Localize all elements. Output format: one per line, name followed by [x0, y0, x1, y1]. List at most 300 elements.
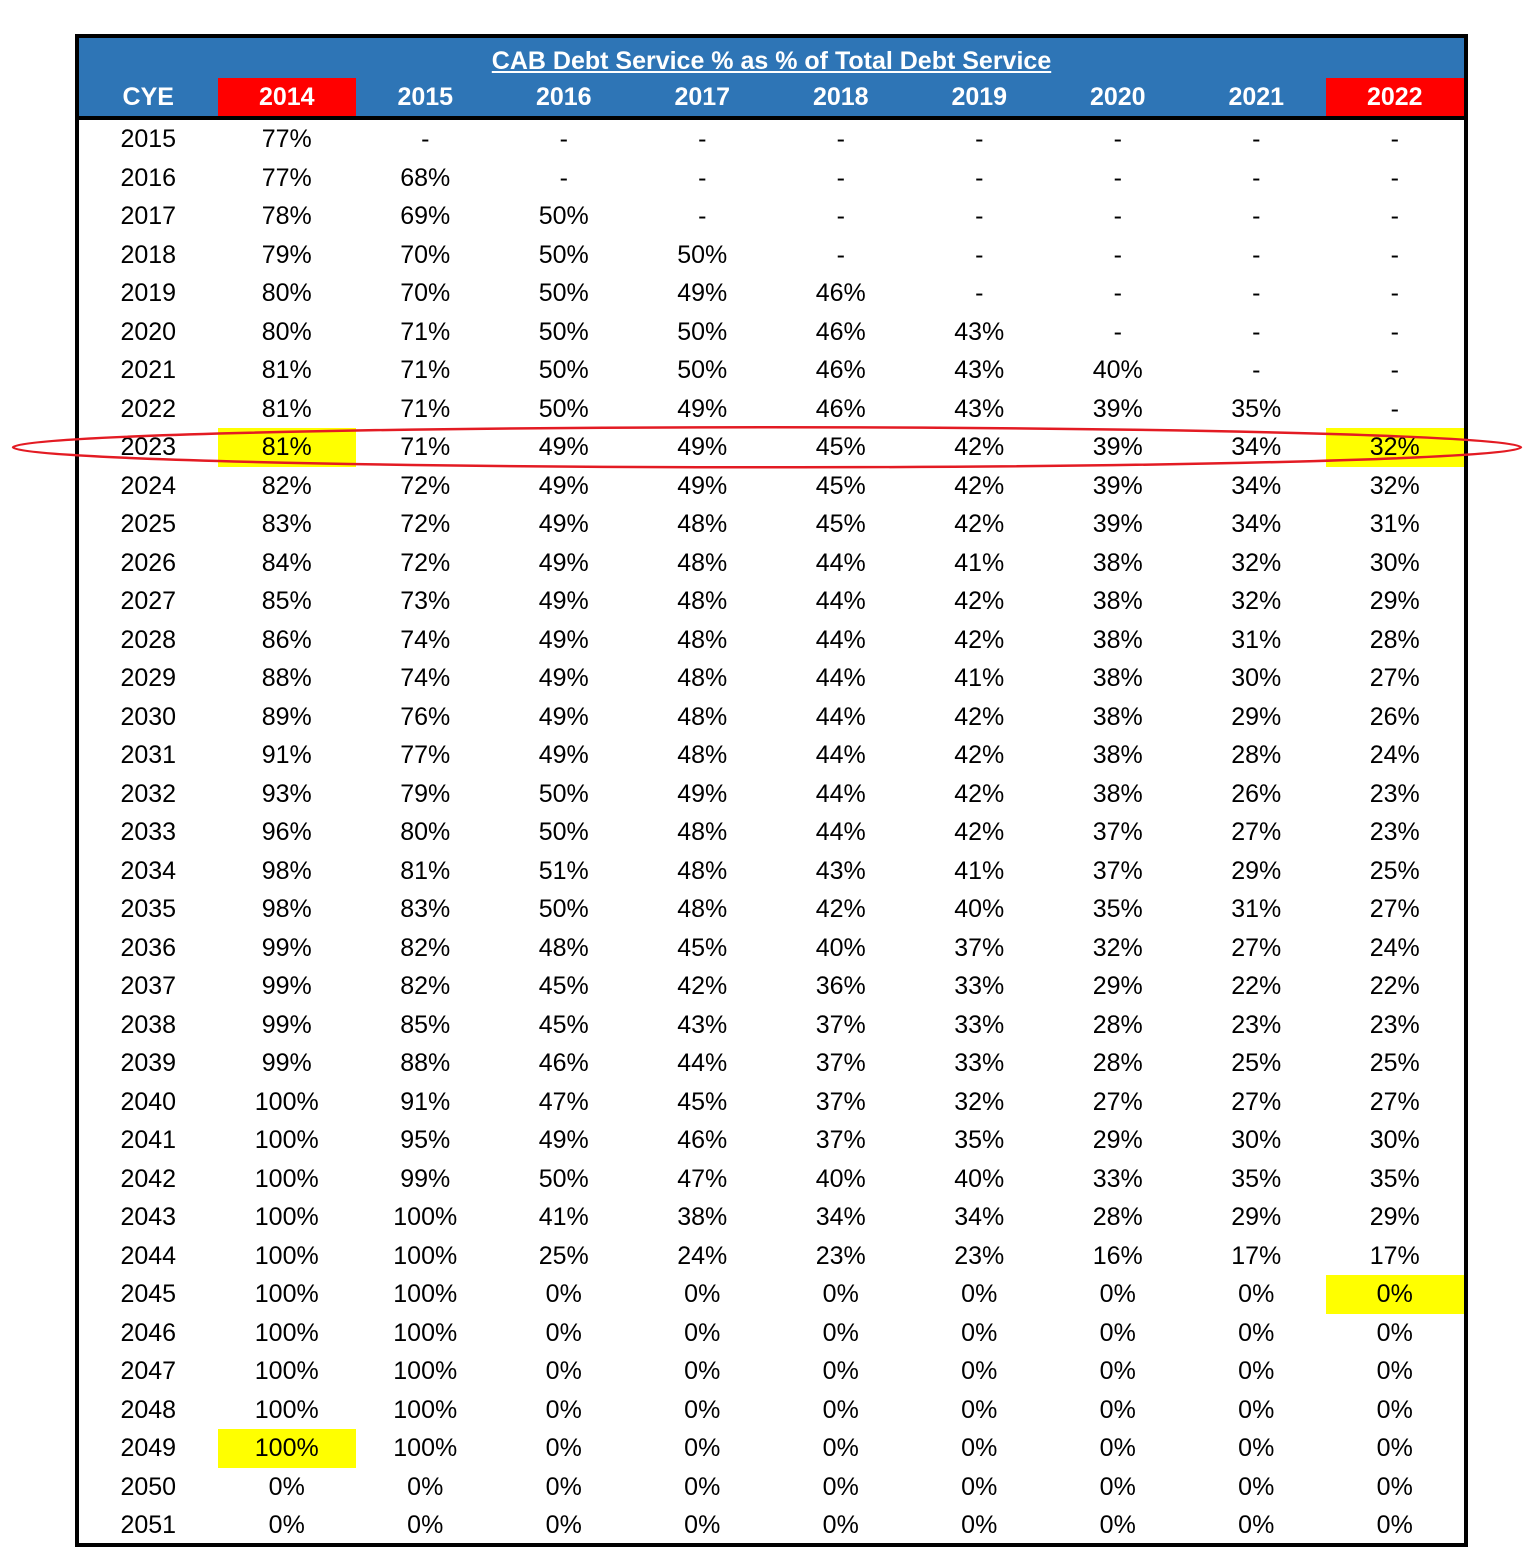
cell-2046-2014: 100% [254, 1318, 319, 1347]
cell-2043-2021: 29% [1231, 1203, 1282, 1231]
row-year-2050: 2050 [120, 1472, 177, 1501]
row-year-2026: 2026 [120, 548, 177, 577]
cell-2016-2014: 77% [261, 163, 312, 192]
column-header-2022: 2022 [1326, 78, 1465, 116]
cell-2032-2019: 42% [954, 779, 1005, 808]
cell-2038-2014: 99% [261, 1010, 312, 1039]
cell-2047-2021: 0% [1238, 1357, 1275, 1385]
cell-2018-2016: 50% [538, 240, 589, 269]
cell-2023-2015: 71% [400, 433, 451, 461]
cell-2038-2015: 85% [400, 1010, 451, 1039]
row-year-2049: 2049 [120, 1434, 177, 1462]
cell-2022-2014: 81% [261, 394, 312, 423]
cell-2028-2020: 38% [1092, 625, 1143, 654]
cell-2019-2020: - [1113, 279, 1122, 307]
cell-2046-2015: 100% [393, 1318, 458, 1347]
cell-2029-2014: 88% [261, 664, 312, 692]
cell-2039-2020: 28% [1092, 1049, 1143, 1077]
cell-2034-2019: 41% [954, 856, 1005, 885]
cell-2046-2018: 0% [822, 1318, 859, 1347]
cell-2015-2015: - [421, 125, 430, 153]
cell-2030-2022: 26% [1369, 702, 1420, 731]
cell-2016-2016: - [559, 163, 568, 192]
cell-2020-2015: 71% [400, 317, 451, 346]
table-row [79, 1468, 1464, 1507]
cell-2037-2015: 82% [400, 972, 451, 1000]
cell-2031-2015: 77% [400, 741, 451, 769]
cell-2026-2015: 72% [400, 548, 451, 577]
cell-2016-2015: 68% [400, 163, 451, 192]
table-row [79, 159, 1464, 198]
cell-2041-2021: 30% [1231, 1126, 1282, 1154]
cell-2020-2021: - [1252, 317, 1261, 346]
cell-2015-2019: - [975, 125, 984, 153]
cell-2050-2016: 0% [545, 1472, 582, 1501]
cell-2028-2017: 48% [677, 625, 728, 654]
table-row [79, 544, 1464, 583]
cell-2024-2022: 32% [1369, 471, 1420, 500]
cell-2050-2018: 0% [822, 1472, 859, 1501]
column-header-2015: 2015 [397, 83, 454, 111]
cell-2038-2022: 23% [1369, 1010, 1420, 1039]
cell-2033-2015: 80% [400, 818, 451, 846]
cell-2040-2016: 47% [538, 1087, 589, 1116]
cell-2040-2022: 27% [1369, 1087, 1420, 1116]
cell-2037-2014: 99% [261, 972, 312, 1000]
cell-2045-2017: 0% [684, 1280, 721, 1308]
cell-2033-2017: 48% [677, 818, 728, 846]
cell-2023-2016: 49% [538, 433, 589, 461]
cell-2035-2020: 35% [1092, 895, 1143, 923]
cell-2047-2017: 0% [684, 1357, 721, 1385]
row-year-2027: 2027 [120, 587, 177, 615]
cell-2033-2020: 37% [1092, 818, 1143, 846]
table-title: CAB Debt Service % as % of Total Debt Service [491, 47, 1052, 75]
row-year-2019: 2019 [120, 279, 177, 307]
cell-2021-2020: 40% [1092, 356, 1143, 384]
cell-2051-2019: 0% [961, 1511, 998, 1539]
cell-2024-2018: 45% [815, 471, 866, 500]
cell-2017-2022: - [1390, 202, 1399, 230]
cell-2047-2019: 0% [961, 1357, 998, 1385]
cell-2031-2022: 24% [1369, 741, 1420, 769]
cell-2016-2022: - [1390, 163, 1399, 192]
cell-2038-2018: 37% [815, 1010, 866, 1039]
cell-2035-2021: 31% [1231, 895, 1282, 923]
cell-2040-2015: 91% [400, 1087, 451, 1116]
cell-2036-2022: 24% [1369, 933, 1420, 962]
cell-2049-2014: 100% [218, 1429, 357, 1468]
cell-2025-2017: 48% [677, 510, 728, 538]
cell-2037-2016: 45% [538, 972, 589, 1000]
cell-2043-2018: 34% [815, 1203, 866, 1231]
cell-2030-2016: 49% [538, 702, 589, 731]
cell-2048-2014: 100% [254, 1395, 319, 1424]
cell-2035-2017: 48% [677, 895, 728, 923]
cell-2043-2022: 29% [1369, 1203, 1420, 1231]
cell-2039-2014: 99% [261, 1049, 312, 1077]
table-row [79, 428, 1464, 467]
table-row [79, 736, 1464, 775]
table-row [79, 351, 1464, 390]
cell-2015-2022: - [1390, 125, 1399, 153]
cell-2048-2017: 0% [684, 1395, 721, 1424]
cell-2044-2021: 17% [1231, 1241, 1282, 1270]
table-row [79, 236, 1464, 275]
row-year-2032: 2032 [120, 779, 177, 808]
cell-2035-2019: 40% [954, 895, 1005, 923]
cell-2038-2020: 28% [1092, 1010, 1143, 1039]
row-year-2039: 2039 [120, 1049, 177, 1077]
cell-2032-2018: 44% [815, 779, 866, 808]
cell-2025-2019: 42% [954, 510, 1005, 538]
cell-2029-2022: 27% [1369, 664, 1420, 692]
cell-2017-2019: - [975, 202, 984, 230]
cell-2034-2014: 98% [261, 856, 312, 885]
cell-2044-2018: 23% [815, 1241, 866, 1270]
table-row [79, 775, 1464, 814]
cell-2030-2015: 76% [400, 702, 451, 731]
cell-2037-2022: 22% [1369, 972, 1420, 1000]
table-row [79, 813, 1464, 852]
cell-2032-2020: 38% [1092, 779, 1143, 808]
cell-2045-2020: 0% [1099, 1280, 1136, 1308]
table-row [79, 659, 1464, 698]
table-row [79, 120, 1464, 159]
table-row [79, 1314, 1464, 1353]
cell-2016-2017: - [698, 163, 707, 192]
table-row [79, 390, 1464, 429]
cell-2030-2017: 48% [677, 702, 728, 731]
cell-2037-2021: 22% [1231, 972, 1282, 1000]
cell-2023-2020: 39% [1092, 433, 1143, 461]
cell-2044-2015: 100% [393, 1241, 458, 1270]
cell-2049-2022: 0% [1376, 1434, 1413, 1462]
cell-2027-2021: 32% [1231, 587, 1282, 615]
cell-2050-2019: 0% [961, 1472, 998, 1501]
table-row [79, 1275, 1464, 1314]
cell-2026-2022: 30% [1369, 548, 1420, 577]
cell-2034-2020: 37% [1092, 856, 1143, 885]
row-year-2017: 2017 [120, 202, 177, 230]
cell-2029-2017: 48% [677, 664, 728, 692]
cell-2028-2019: 42% [954, 625, 1005, 654]
row-year-2016: 2016 [120, 163, 177, 192]
row-year-2041: 2041 [120, 1126, 177, 1154]
row-year-2025: 2025 [120, 510, 177, 538]
cell-2027-2017: 48% [677, 587, 728, 615]
cell-2035-2014: 98% [261, 895, 312, 923]
cell-2047-2018: 0% [822, 1357, 859, 1385]
cell-2021-2018: 46% [815, 356, 866, 384]
cell-2025-2015: 72% [400, 510, 451, 538]
cell-2042-2015: 99% [400, 1164, 451, 1193]
cell-2037-2020: 29% [1092, 972, 1143, 1000]
cell-2025-2014: 83% [261, 510, 312, 538]
column-header-2021: 2021 [1228, 83, 1285, 111]
table-row [79, 1006, 1464, 1045]
cell-2017-2018: - [836, 202, 845, 230]
cell-2033-2019: 42% [954, 818, 1005, 846]
row-year-2035: 2035 [120, 895, 177, 923]
cell-2051-2015: 0% [407, 1511, 444, 1539]
cell-2044-2020: 16% [1092, 1241, 1143, 1270]
cell-2040-2021: 27% [1231, 1087, 1282, 1116]
cell-2045-2018: 0% [822, 1280, 859, 1308]
cell-2024-2016: 49% [538, 471, 589, 500]
table-row [79, 698, 1464, 737]
cell-2027-2014: 85% [261, 587, 312, 615]
table-row [79, 467, 1464, 506]
cell-2045-2022: 0% [1326, 1275, 1465, 1314]
row-year-2045: 2045 [120, 1280, 177, 1308]
cell-2034-2021: 29% [1231, 856, 1282, 885]
cell-2021-2016: 50% [538, 356, 589, 384]
cell-2025-2020: 39% [1092, 510, 1143, 538]
cell-2020-2018: 46% [815, 317, 866, 346]
cell-2046-2017: 0% [684, 1318, 721, 1347]
cell-2019-2022: - [1390, 279, 1399, 307]
row-year-2037: 2037 [120, 972, 177, 1000]
cell-2046-2021: 0% [1238, 1318, 1275, 1347]
cell-2047-2015: 100% [393, 1357, 458, 1385]
cell-2020-2020: - [1113, 317, 1122, 346]
row-year-2020: 2020 [120, 317, 177, 346]
cell-2017-2015: 69% [400, 202, 451, 230]
cell-2031-2021: 28% [1231, 741, 1282, 769]
cell-2041-2022: 30% [1369, 1126, 1420, 1154]
cell-2025-2022: 31% [1369, 510, 1420, 538]
cell-2026-2014: 84% [261, 548, 312, 577]
cell-2044-2016: 25% [538, 1241, 589, 1270]
table-row [79, 1044, 1464, 1083]
cell-2019-2018: 46% [815, 279, 866, 307]
cell-2023-2014: 81% [218, 428, 357, 467]
cell-2042-2019: 40% [954, 1164, 1005, 1193]
cell-2033-2021: 27% [1231, 818, 1282, 846]
cell-2039-2021: 25% [1231, 1049, 1282, 1077]
cell-2036-2015: 82% [400, 933, 451, 962]
cell-2023-2022: 32% [1326, 428, 1465, 467]
row-year-2036: 2036 [120, 933, 177, 962]
cell-2020-2022: - [1390, 317, 1399, 346]
cell-2021-2014: 81% [261, 356, 312, 384]
cell-2015-2020: - [1113, 125, 1122, 153]
cell-2024-2019: 42% [954, 471, 1005, 500]
cell-2039-2016: 46% [538, 1049, 589, 1077]
cell-2036-2016: 48% [538, 933, 589, 962]
cell-2021-2019: 43% [954, 356, 1005, 384]
cell-2026-2021: 32% [1231, 548, 1282, 577]
cell-2046-2020: 0% [1099, 1318, 1136, 1347]
row-year-2021: 2021 [120, 356, 177, 384]
cell-2028-2016: 49% [538, 625, 589, 654]
cell-2029-2021: 30% [1231, 664, 1282, 692]
cell-2032-2017: 49% [677, 779, 728, 808]
cell-2037-2019: 33% [954, 972, 1005, 1000]
table-row [79, 1083, 1464, 1122]
table-row [79, 505, 1464, 544]
cell-2047-2016: 0% [545, 1357, 582, 1385]
cell-2025-2016: 49% [538, 510, 589, 538]
cell-2019-2016: 50% [538, 279, 589, 307]
cell-2039-2018: 37% [815, 1049, 866, 1077]
cell-2049-2021: 0% [1238, 1434, 1275, 1462]
cell-2044-2014: 100% [254, 1241, 319, 1270]
cell-2038-2017: 43% [677, 1010, 728, 1039]
cell-2015-2016: - [559, 125, 568, 153]
cell-2033-2014: 96% [261, 818, 312, 846]
cell-2040-2018: 37% [815, 1087, 866, 1116]
cell-2048-2018: 0% [822, 1395, 859, 1424]
table-row [79, 1429, 1464, 1468]
cell-2048-2015: 100% [393, 1395, 458, 1424]
cell-2016-2021: - [1252, 163, 1261, 192]
cell-2023-2019: 42% [954, 433, 1005, 461]
row-year-2015: 2015 [120, 125, 177, 153]
cell-2042-2016: 50% [538, 1164, 589, 1193]
cell-2034-2017: 48% [677, 856, 728, 885]
table-row [79, 621, 1464, 660]
cell-2019-2021: - [1252, 279, 1261, 307]
cell-2039-2022: 25% [1369, 1049, 1420, 1077]
cell-2015-2014: 77% [261, 125, 312, 153]
cell-2045-2021: 0% [1238, 1280, 1275, 1308]
row-year-2038: 2038 [120, 1010, 177, 1039]
cell-2030-2014: 89% [261, 702, 312, 731]
cell-2051-2022: 0% [1376, 1511, 1413, 1539]
cell-2046-2019: 0% [961, 1318, 998, 1347]
cell-2025-2018: 45% [815, 510, 866, 538]
cell-2042-2014: 100% [254, 1164, 319, 1193]
cell-2041-2020: 29% [1092, 1126, 1143, 1154]
table-row [79, 582, 1464, 621]
cell-2018-2019: - [975, 240, 984, 269]
cell-2030-2019: 42% [954, 702, 1005, 731]
cell-2042-2018: 40% [815, 1164, 866, 1193]
row-year-2018: 2018 [120, 240, 177, 269]
cell-2044-2017: 24% [677, 1241, 728, 1270]
cell-2026-2017: 48% [677, 548, 728, 577]
cell-2050-2014: 0% [268, 1472, 305, 1501]
row-year-2046: 2046 [120, 1318, 177, 1347]
row-year-2023: 2023 [120, 433, 177, 461]
cell-2017-2016: 50% [538, 202, 589, 230]
cell-2047-2022: 0% [1376, 1357, 1413, 1385]
cell-2049-2018: 0% [822, 1434, 859, 1462]
row-year-2030: 2030 [120, 702, 177, 731]
cell-2020-2017: 50% [677, 317, 728, 346]
table-row [79, 1160, 1464, 1199]
cell-2018-2018: - [836, 240, 845, 269]
cell-2049-2020: 0% [1099, 1434, 1136, 1462]
cell-2016-2019: - [975, 163, 984, 192]
cell-2031-2020: 38% [1092, 741, 1143, 769]
cell-2026-2018: 44% [815, 548, 866, 577]
cell-2028-2021: 31% [1231, 625, 1282, 654]
cell-2028-2015: 74% [400, 625, 451, 654]
column-header-2016: 2016 [535, 83, 592, 111]
cell-2034-2016: 51% [538, 856, 589, 885]
cell-2021-2022: - [1390, 356, 1399, 384]
cell-2039-2015: 88% [400, 1049, 451, 1077]
cell-2048-2020: 0% [1099, 1395, 1136, 1424]
cell-2041-2019: 35% [954, 1126, 1005, 1154]
column-header-2017: 2017 [674, 83, 731, 111]
cell-2047-2014: 100% [254, 1357, 319, 1385]
cell-2048-2016: 0% [545, 1395, 582, 1424]
table-header [79, 38, 1464, 118]
cell-2036-2014: 99% [261, 933, 312, 962]
cell-2037-2017: 42% [677, 972, 728, 1000]
cell-2031-2016: 49% [538, 741, 589, 769]
row-year-2043: 2043 [120, 1203, 177, 1231]
row-year-2022: 2022 [120, 394, 177, 423]
cell-2020-2016: 50% [538, 317, 589, 346]
cell-2040-2020: 27% [1092, 1087, 1143, 1116]
cell-2040-2017: 45% [677, 1087, 728, 1116]
cell-2022-2017: 49% [677, 394, 728, 423]
cell-2015-2021: - [1252, 125, 1261, 153]
cell-2025-2021: 34% [1231, 510, 1282, 538]
cell-2017-2021: - [1252, 202, 1261, 230]
cell-2027-2022: 29% [1369, 587, 1420, 615]
cell-2027-2019: 42% [954, 587, 1005, 615]
row-year-2047: 2047 [120, 1357, 177, 1385]
cell-2049-2016: 0% [545, 1434, 582, 1462]
cell-2032-2015: 79% [400, 779, 451, 808]
cell-2027-2018: 44% [815, 587, 866, 615]
cell-2031-2018: 44% [815, 741, 866, 769]
cell-2023-2018: 45% [815, 433, 866, 461]
cell-2051-2020: 0% [1099, 1511, 1136, 1539]
cell-2035-2016: 50% [538, 895, 589, 923]
cell-2028-2014: 86% [261, 625, 312, 654]
cell-2022-2018: 46% [815, 394, 866, 423]
cell-2046-2022: 0% [1376, 1318, 1413, 1347]
cell-2021-2015: 71% [400, 356, 451, 384]
cell-2023-2021: 34% [1231, 433, 1282, 461]
cell-2027-2016: 49% [538, 587, 589, 615]
cell-2050-2015: 0% [407, 1472, 444, 1501]
cell-2035-2015: 83% [400, 895, 451, 923]
cell-2036-2021: 27% [1231, 933, 1282, 962]
cell-2049-2017: 0% [684, 1434, 721, 1462]
cell-2018-2022: - [1390, 240, 1399, 269]
cell-2037-2018: 36% [815, 972, 866, 1000]
cell-2041-2018: 37% [815, 1126, 866, 1154]
cell-2030-2021: 29% [1231, 702, 1282, 731]
cell-2042-2020: 33% [1092, 1164, 1143, 1193]
cell-2018-2020: - [1113, 240, 1122, 269]
cell-2050-2022: 0% [1376, 1472, 1413, 1501]
cell-2017-2014: 78% [261, 202, 312, 230]
cell-2024-2021: 34% [1231, 471, 1282, 500]
cell-2039-2017: 44% [677, 1049, 728, 1077]
column-header-2018: 2018 [812, 83, 869, 111]
table-row [79, 1506, 1464, 1545]
cell-2036-2018: 40% [815, 933, 866, 962]
cell-2016-2018: - [836, 163, 845, 192]
cell-2019-2015: 70% [400, 279, 451, 307]
cell-2045-2014: 100% [254, 1280, 319, 1308]
cell-2020-2014: 80% [261, 317, 312, 346]
cell-2051-2014: 0% [268, 1511, 305, 1539]
cell-2030-2020: 38% [1092, 702, 1143, 731]
cell-2042-2017: 47% [677, 1164, 728, 1193]
cell-2041-2014: 100% [254, 1126, 319, 1154]
cell-2043-2014: 100% [254, 1203, 319, 1231]
